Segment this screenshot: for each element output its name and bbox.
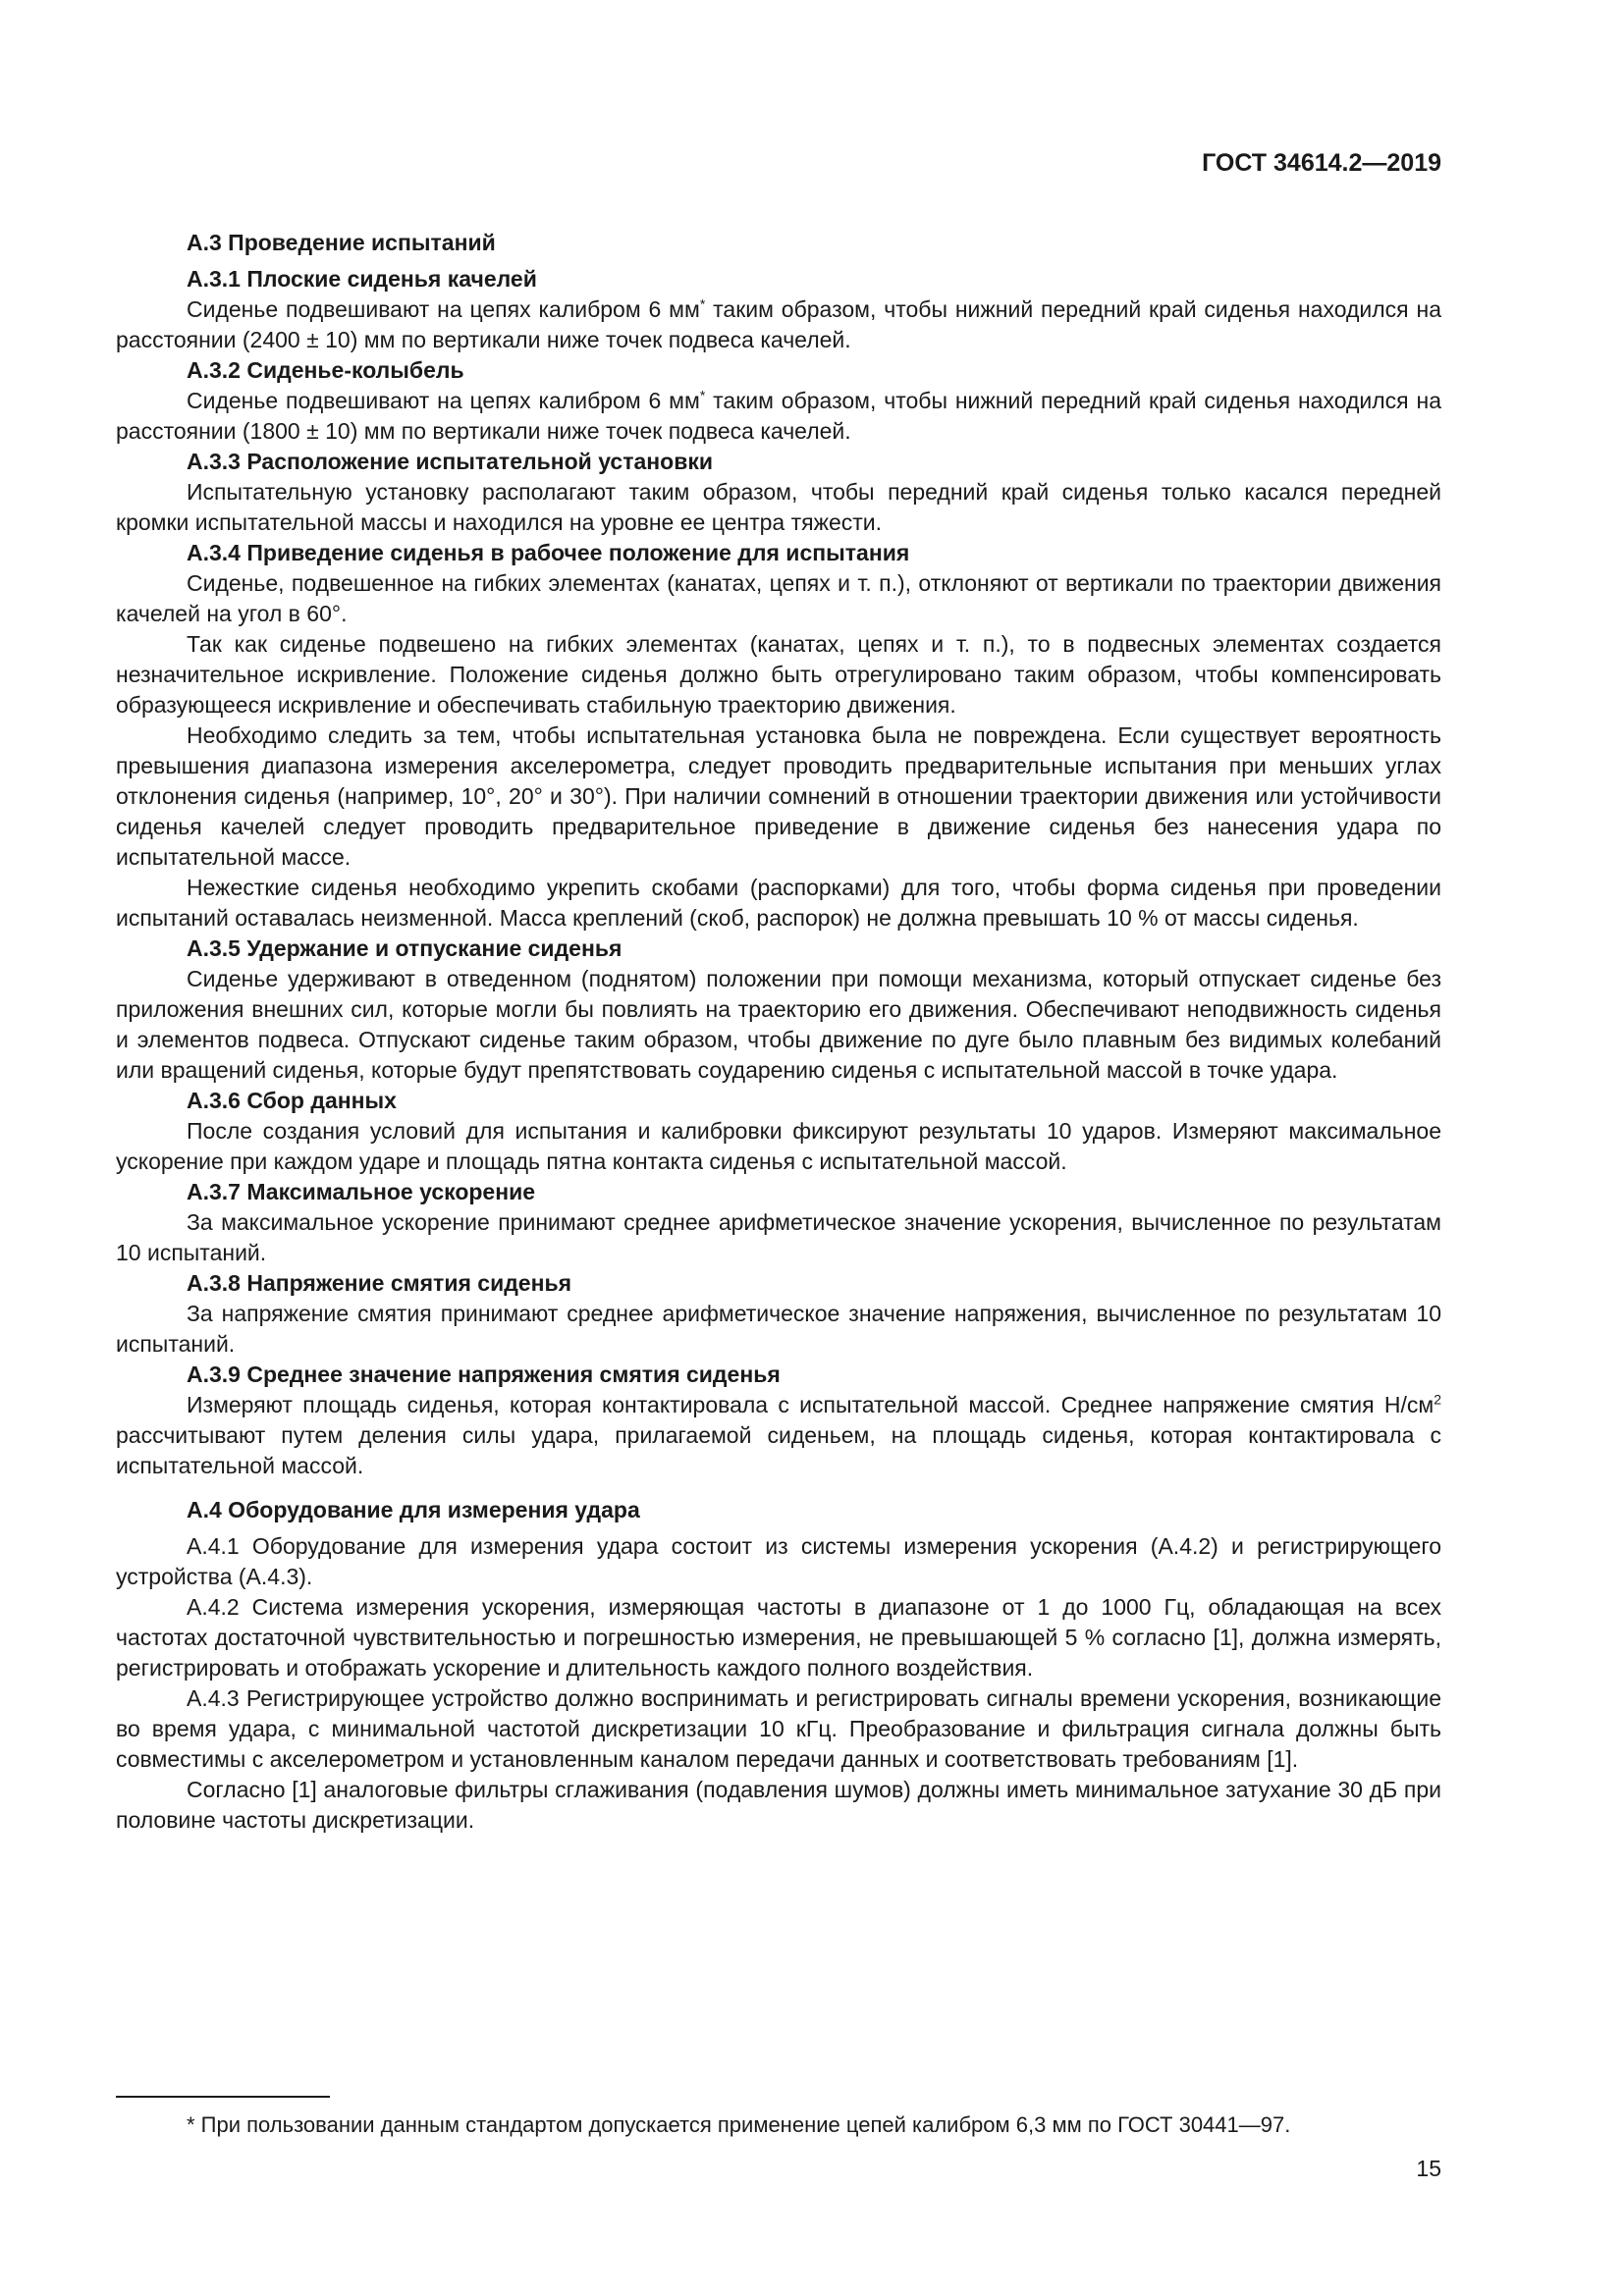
footnote-marker: * bbox=[699, 295, 706, 312]
subsection-heading-a33: А.3.3 Расположение испытательной установки bbox=[187, 449, 714, 474]
subsection-heading-a39: А.3.9 Среднее значение напряжения смятия сиденья bbox=[187, 1362, 781, 1387]
paragraph-a32 bbox=[116, 386, 1441, 447]
paragraph-a37: За максимальное ускорение принимают среднее арифметическое значение ускорения, вычисленное по результатам 10 испытаний. bbox=[116, 1209, 1441, 1265]
footnote-divider bbox=[116, 2096, 330, 2098]
paragraph-a38: За напряжение смятия принимают среднее арифметическое значение напряжения, вычисленное по результатам 10 испытаний. bbox=[116, 1301, 1441, 1357]
paragraph-a42: А.4.2 Система измерения ускорения, измеряющая частоты в диапазоне от 1 до 1000 Гц, обладающая на всех частотах достаточной чувствительностью и погрешностью измерения, не превышающей 5 % согласно [1], должна измерять, регистрировать и отображать ускорение и длительность каждого полного воздействия. bbox=[116, 1594, 1441, 1681]
subsection-heading-a31: А.3.1 Плоские сиденья качелей bbox=[187, 266, 537, 292]
spacer bbox=[116, 1481, 1441, 1495]
paragraph-a33: Испытательную установку располагают таким образом, чтобы передний край сиденья только касался передней кромки испытательной массы и находился на уровне ее центра тяжести. bbox=[116, 479, 1441, 535]
paragraph-a44: Согласно [1] аналоговые фильтры сглаживания (подавления шумов) должны иметь минимальное затухание 30 дБ при половине частоты дискретизации. bbox=[116, 1777, 1441, 1833]
subsection-heading-a37: А.3.7 Максимальное ускорение bbox=[187, 1179, 536, 1204]
page-number: 15 bbox=[1416, 2156, 1441, 2181]
paragraph-a31-text-b: таким образом, чтобы нижний передний край сиденья находился на расстоянии (2400 ± 10) мм по вертикали ниже точек подвеса качелей. bbox=[116, 296, 1441, 352]
paragraph-a34-3: Необходимо следить за тем, чтобы испытательная установка была не повреждена. Если существует вероятность превышения диапазона измерения акселерометра, следует проводить предварительные испытания при меньших углах отклонения сиденья (например, 10°, 20° и 30°). При наличии сомнений в отношении траектории движения или устойчивости сиденья качелей следует проводить предварительное приведение в движение сиденья без нанесения удара по испытательной массе. bbox=[116, 722, 1441, 870]
subsection-heading-a36: А.3.6 Сбор данных bbox=[187, 1088, 397, 1113]
paragraph-a39-text-a: Измеряют площадь сиденья, которая контактировала с испытательной массой. Среднее напряжение смятия Н/см bbox=[187, 1392, 1435, 1417]
paragraph-a39-text-b: рассчитывают путем деления силы удара, прилагаемой сиденьем, на площадь сиденья, которая контактировала с испытательной массой. bbox=[116, 1422, 1441, 1478]
paragraph-a32-text-b: таким образом, чтобы нижний передний край сиденья находился на расстоянии (1800 ± 10) мм по вертикали ниже точек подвеса качелей. bbox=[116, 388, 1441, 444]
document-code-header: ГОСТ 34614.2—2019 bbox=[1202, 149, 1441, 177]
subsection-heading-a32: А.3.2 Сиденье-колыбель bbox=[187, 357, 464, 383]
paragraph-a41: А.4.1 Оборудование для измерения удара состоит из системы измерения ускорения (А.4.2) и регистрирующего устройства (А.4.3). bbox=[116, 1533, 1441, 1589]
paragraph-a36: После создания условий для испытания и калибровки фиксируют результаты 10 ударов. Измеряют максимальное ускорение при каждом ударе и площадь пятна контакта сиденья с испытательной массой. bbox=[116, 1118, 1441, 1174]
paragraph-a31-text-a: Сиденье подвешивают на цепях калибром 6 мм bbox=[187, 296, 700, 322]
section-heading-a4: А.4 Оборудование для измерения удара bbox=[187, 1497, 640, 1522]
subsection-heading-a34: А.3.4 Приведение сиденья в рабочее положение для испытания bbox=[187, 540, 910, 565]
subsection-heading-a35: А.3.5 Удержание и отпускание сиденья bbox=[187, 935, 623, 961]
paragraph-a34-4: Нежесткие сиденья необходимо укрепить скобами (распорками) для того, чтобы форма сиденья при проведении испытаний оставалась неизменной. Масса креплений (скоб, распорок) не должна превышать 10 % от массы сиденья. bbox=[116, 875, 1441, 931]
paragraph-a34-2: Так как сиденье подвешено на гибких элементах (канатах, цепях и т. п.), то в подвесных элементах создается незначительное искривление. Положение сиденья должно быть отрегулировано таким образом, чтобы компенсировать образующееся искривление и обеспечивать стабильную траекторию движения. bbox=[116, 631, 1441, 718]
paragraph-a32-text-a: Сиденье подвешивают на цепях калибром 6 мм bbox=[187, 388, 700, 413]
superscript-squared: 2 bbox=[1434, 1391, 1441, 1408]
paragraph-a34-1: Сиденье, подвешенное на гибких элементах (канатах, цепях и т. п.), отклоняют от вертикали по траектории движения качелей на угол в 60°. bbox=[116, 570, 1441, 626]
paragraph-a43: А.4.3 Регистрирующее устройство должно воспринимать и регистрировать сигналы времени ускорения, возникающие во время удара, с минимальной частотой дискретизации 10 кГц. Преобразование и фильтрация сигнала должны быть совместимы с акселерометром и установленным каналом передачи данных и соответствовать требованиям [1]. bbox=[116, 1685, 1441, 1772]
paragraph-a35: Сиденье удерживают в отведенном (поднятом) положении при помощи механизма, который отпускает сиденье без приложения внешних сил, которые могли бы повлиять на траекторию его движения. Обеспечивают неподвижность сиденья и элементов подвеса. Отпускают сиденье таким образом, чтобы движение по дуге было плавным без видимых колебаний или вращений сиденья, которые будут препятствовать соударению сиденья с испытательной массой в точке удара. bbox=[116, 966, 1441, 1083]
section-heading-a3: А.3 Проведение испытаний bbox=[187, 230, 496, 255]
paragraph-a31 bbox=[116, 294, 1441, 355]
paragraph-a39 bbox=[116, 1390, 1441, 1481]
document-body bbox=[116, 228, 1441, 1836]
footnote-marker: * bbox=[699, 387, 706, 403]
footnote: * При пользовании данным стандартом допускается применение цепей калибром 6,3 мм по ГОСТ 30441—97. bbox=[187, 2112, 1291, 2137]
subsection-heading-a38: А.3.8 Напряжение смятия сиденья bbox=[187, 1270, 572, 1296]
